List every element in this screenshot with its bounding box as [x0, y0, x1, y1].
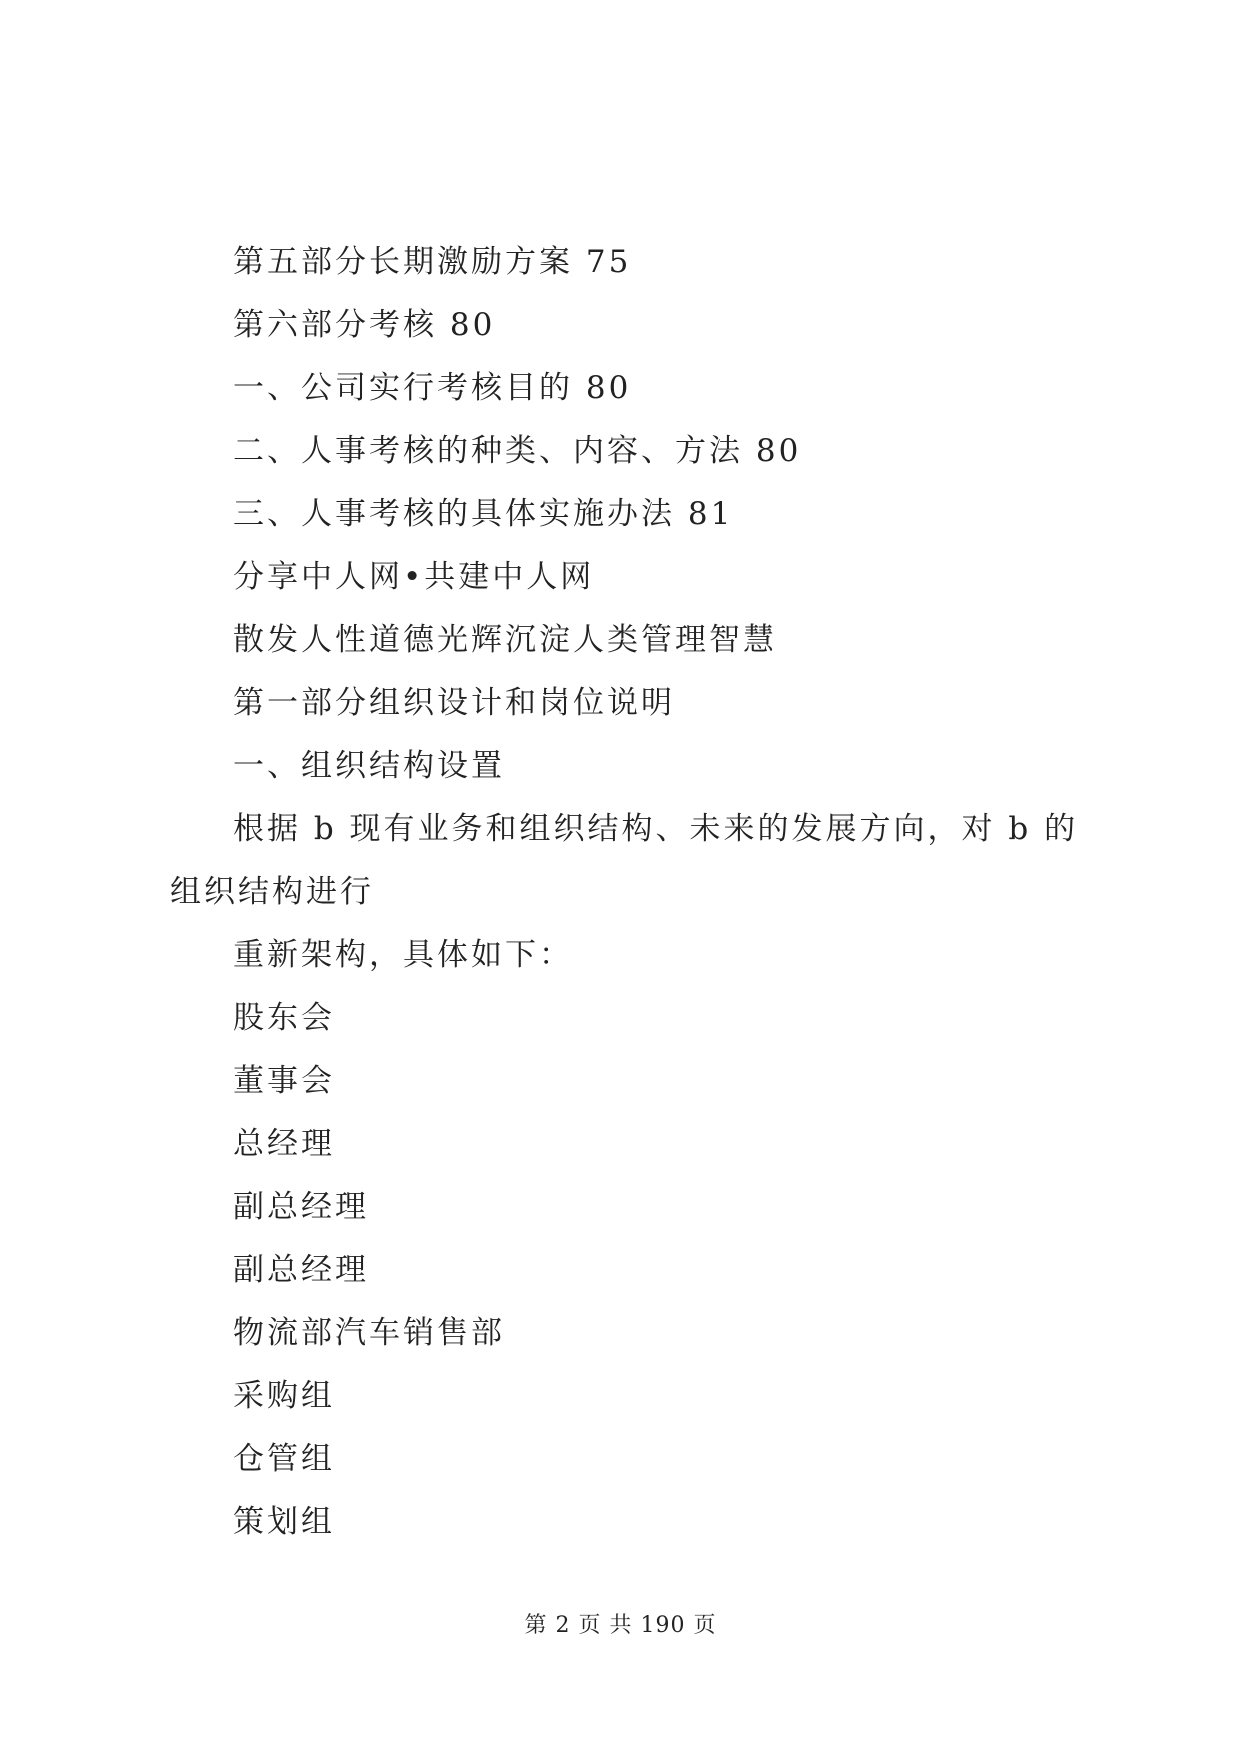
- page-footer: 第 2 页 共 190 页: [524, 1613, 717, 1638]
- text-line: 三、人事考核的具体实施办法 81: [233, 496, 734, 532]
- org-item: 副总经理: [233, 1252, 369, 1288]
- text-line: 第五部分长期激励方案 75: [233, 244, 632, 280]
- org-item: 仓管组: [233, 1441, 335, 1477]
- subsection-heading: 一、组织结构设置: [233, 748, 505, 784]
- body-paragraph: 根据 b 现有业务和组织结构、未来的发展方向，对 b 的组织结构进行: [170, 811, 1079, 910]
- org-item: 策划组: [233, 1504, 335, 1540]
- section-heading: 第一部分组织设计和岗位说明: [233, 685, 675, 721]
- org-item: 总经理: [233, 1126, 335, 1162]
- org-item: 采购组: [233, 1378, 335, 1414]
- document-body: [170, 231, 1090, 1554]
- text-line: 一、公司实行考核目的 80: [233, 370, 632, 406]
- text-line: 分享中人网•共建中人网: [233, 559, 595, 595]
- text-line: 二、人事考核的种类、内容、方法 80: [233, 433, 802, 469]
- org-item: 副总经理: [233, 1189, 369, 1225]
- org-item: 股东会: [233, 1000, 335, 1036]
- text-line: 重新架构，具体如下：: [233, 937, 573, 973]
- text-line: 散发人性道德光辉沉淀人类管理智慧: [233, 622, 777, 658]
- org-item: 董事会: [233, 1063, 335, 1099]
- org-item: 物流部汽车销售部: [233, 1315, 505, 1351]
- text-line: 第六部分考核 80: [233, 307, 496, 343]
